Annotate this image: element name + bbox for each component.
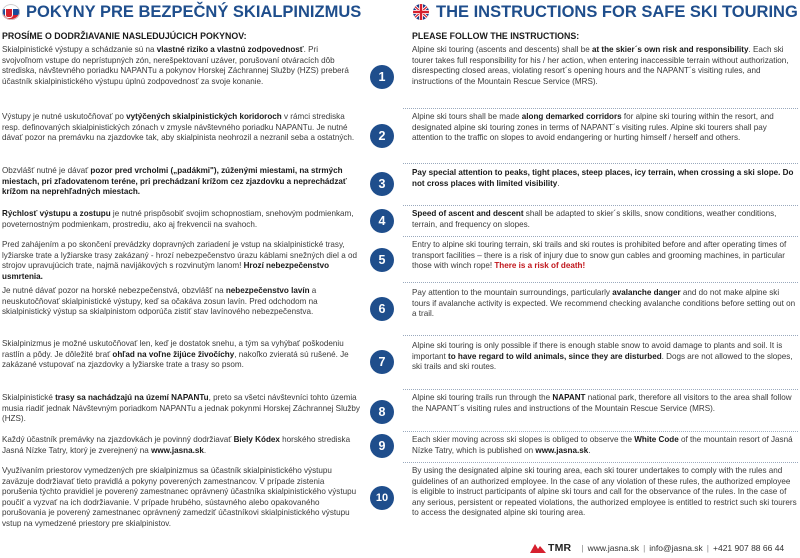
sk-rule-3: Obzvlášť nutné je dávať pozor pred vrcholmi („padákmi"), zúženými miestami, na strmých miestach, pri zľadovatenom teréne, pri prechádzaní krížom cez zjazdovku a neprechádzať krížom na neprehľadných miestach.: [2, 166, 347, 197]
en-rule-8: Alpine ski touring trails run through the NAPANT national park, therefore all visitors to the area shall follow the NAPANT´s visiting rules and instructions of the Mountain Rescue Service (MRS).: [412, 393, 792, 413]
divider: [403, 462, 798, 463]
divider: [403, 163, 798, 164]
divider: [403, 282, 798, 283]
en-rule-1: Alpine ski touring (ascents and descents) shall be at the skier´s own risk and responsibility. Each ski tourer takes full responsibility for his / her action, when entering inaccessible terrain without authorization, disrespecting closed areas, violating resort´s opening hours and the NAPANT´s visiting rules, and instructions of the Mountain Rescue Service (MRS).: [412, 45, 789, 86]
divider: [403, 236, 798, 237]
english-title: THE INSTRUCTIONS FOR SAFE SKI TOURING: [436, 2, 798, 21]
english-header: [412, 0, 800, 24]
sk-rule-9: Každý účastník premávky na zjazdovkách je povinný dodržiavať Biely Kódex horského strediska Jasná Nízke Tatry, ktorý je zverejnený na www.jasna.sk.: [2, 435, 351, 455]
step-badge-10: 10: [370, 486, 394, 510]
footer-phone[interactable]: +421 907 88 66 44: [713, 543, 785, 553]
en-rule-7: Alpine ski touring is only possible if there is enough stable snow to avoid damage to plants and soil. It is important to have regard to wild animals, since they are disturbed. Dogs are not allowed to the slopes, ski trails and ski routes.: [412, 341, 793, 372]
slovak-header: [0, 0, 395, 24]
footer-website[interactable]: www.jasna.sk: [587, 543, 640, 553]
sk-rule-7: Skialpinizmus je možné uskutočňovať len, keď je dostatok snehu, a tým sa vyhýbať poškodeniu rastlín a pôdy. Je dôležité brať ohľad na voľne žijúce živočíchy, nakoľko zvieratá sú rušené. Je zakázané vstupovať na zjazdovky a lyžiarske trate a trasy so psom.: [2, 339, 349, 370]
en-rule-9: Each skier moving across ski slopes is obliged to observe the White Code of the mountain resort of Jasná Nízke Tatry, which is published on www.jasna.sk.: [412, 435, 793, 455]
step-badge-3: 3: [370, 172, 394, 196]
step-badge-5: 5: [370, 248, 394, 272]
slovak-subheading: PROSÍME O DODRŽIAVANIE NASLEDUJÚCICH POKYNOV:: [2, 31, 247, 41]
sk-rule-4: Rýchlosť výstupu a zostupu je nutné prispôsobiť svojim schopnostiam, snehovým podmienkam, poveternostným podmienkam, prostrediu, ako aj frekvencii na svahoch.: [2, 209, 354, 229]
step-badge-2: 2: [370, 124, 394, 148]
sk-rule-2: Výstupy je nutné uskutočňovať po vytýčených skialpinistických koridoroch v rámci strediska resp. definovaných skialpinistických zónach v zmysle návštevného poriadku NAPANTu. Je nutné dávať pozor na premávku na zjazdovke tak, aby skialpinista neohrozil a nezranil seba a ostatných.: [2, 112, 355, 143]
sk-rule-10: Využívaním priestorov vymedzených pre skialpinizmus sa účastník skialpinistického výstupu zaväzuje dodržiavať tieto pravidlá a pokyny poverených zamestnancov. V prípade zistenia porušenia týchto pravidiel je poverený zamestnanec oprávnený účastníka skialpinistického výstupu poučiť a vyzvať na ich dodržiavanie. V prípade hrubého, sústavného alebo opakovaného porušovania je poverený zamestnanec oprávnený zamedziť účastníkovi skialpinistického výstupu vstup na vymedzené priestory pre skialpinistov.: [2, 466, 357, 528]
divider: [403, 205, 798, 206]
step-badge-7: 7: [370, 350, 394, 374]
step-badge-4: 4: [370, 209, 394, 233]
step-badge-8: 8: [370, 400, 394, 424]
step-badge-6: 6: [370, 297, 394, 321]
sk-rule-6: Je nutné dávať pozor na horské nebezpečenstvá, obzvlášť na nebezpečenstvo lavín a neuskutočňovať skialpinistické výstupy, keď sa očakáva zosun lavín. Pred odchodom na skialpinistický výstup sa skialpinistom odporúča zistiť stav lavínového nebezpečenstva.: [2, 286, 318, 317]
en-rule-2: Alpine ski tours shall be made along demarked corridors for alpine ski touring within the resort, and designated alpine ski touring zones in terms of NAPANT´s visiting rules. Alpine ski tourers shall pay attention to the traffic on slopes to avoid endangering or hurting himself / herself and others.: [412, 112, 774, 143]
divider: [403, 389, 798, 390]
english-subheading: PLEASE FOLLOW THE INSTRUCTIONS:: [412, 31, 580, 41]
sk-rule-1: Skialpinistické výstupy a schádzanie sú na vlastné riziko a vlastnú zodpovednosť. Pri svojvoľnom vstupe do neprístupných zón, nerešpektovaní uzáver, porušovaní otváracích dôb strediska, návštevného poriadku NAPANTu a pokynov Horskej Záchrannej Služby (HZS) preberá účastník skialpinistického výstupu úplnú zodpovednosť za svoje konanie.: [2, 45, 349, 86]
step-badge-1: 1: [370, 65, 394, 89]
en-rule-3: Pay special attention to peaks, tight places, steep places, icy terrain, when crossing a ski slope. Do not cross places with limited visibility.: [412, 168, 794, 188]
divider: [403, 335, 798, 336]
en-rule-5: Entry to alpine ski touring terrain, ski trails and ski routes is prohibited before and after operating times of transport facilities – there is a risk of injury due to snow gun cables and grooming machines, in particular those with winch rope! There is a risk of death!: [412, 240, 787, 271]
step-badge-9: 9: [370, 434, 394, 458]
en-rule-6: Pay attention to the mountain surroundings, particularly avalanche danger and do not make alpine ski tours if avalanche activity is expected. We recommend checking avalanche conditions before setting out on a trail.: [412, 288, 796, 319]
uk-flag-icon: [412, 4, 430, 20]
tmr-logo-icon: [530, 543, 546, 553]
en-rule-4: Speed of ascent and descent shall be adapted to skier´s skills, snow conditions, weather conditions, terrain, and frequency on slopes.: [412, 209, 777, 229]
sk-rule-5: Pred zahájením a po skončení prevádzky dopravných zariadení je vstup na skialpinistické trasy, lyžiarske trate a lyžiarske trasy zakázaný - hrozí nebezpečenstvo úrazu káblami snežných diel a od strojov upravujúcich trate, najmä navijákových s rozvinutým lanom! Hrozí nebezpečenstvo usmrtenia.: [2, 240, 357, 281]
divider: [403, 108, 798, 109]
divider: [403, 431, 798, 432]
slovak-flag-icon: [2, 4, 20, 20]
tmr-logo: TMR: [530, 542, 571, 554]
en-rule-10: By using the designated alpine ski touring area, each ski tourer undertakes to comply with the rules and guidelines of an authorized employee. In the case of any violation of these rules, the authorized employee is eligible to instruct participants of alpine ski tours and call for the observance of the rules. In the case of any serious, persistent or repeated violations, the authorized employee is entitled to restrict such ski tourers to access the designated alpine ski touring area.: [412, 466, 797, 518]
footer-email[interactable]: info@jasna.sk: [649, 543, 703, 553]
slovak-title: POKYNY PRE BEZPEČNÝ SKIALPINIZMUS: [26, 2, 362, 21]
sk-rule-8: Skialpinistické trasy sa nachádzajú na území NAPANTu, preto sa všetci návštevníci tohto územia musia riadiť jednak Návštevným poriadkom NAPANTu a jednak pokynmi Horskej Záchrannej Služby (HZS).: [2, 393, 360, 424]
footer: TMR | www.jasna.sk | info@jasna.sk | +421 907 88 66 44: [530, 541, 784, 555]
